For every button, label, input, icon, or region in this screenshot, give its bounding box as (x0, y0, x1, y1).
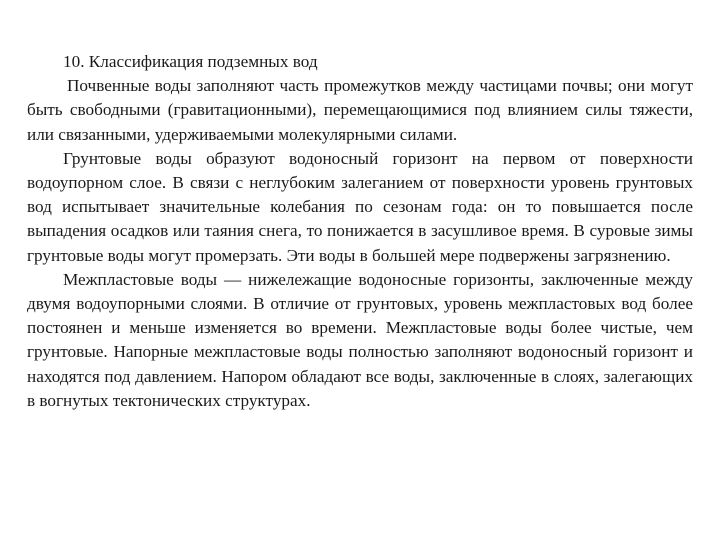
document-page (27, 50, 693, 413)
paragraph-interstratal-water: Межпластовые воды — нижележащие водоносные горизонты, заключенные между двумя водоупорными слоями. В отличие от грунтовых, уровень межпластовых вод более постоянен и меньше изменяется во времени. Межпластовые воды более чистые, чем грунтовые. Напорные межпластовые воды полностью заполняют водоносный горизонт и находятся под давлением. Напором обладают все воды, заключенные в слоях, залегающих в вогнутых тектонических структурах. (27, 269, 693, 410)
section-heading: 10. Классификация подземных вод (63, 52, 318, 71)
paragraph-soil-water: Почвенные воды заполняют часть промежутков между частицами почвы; они могут быть свободными (гравитационными), перемещающимися под влиянием силы тяжести, или связанными, удерживаемыми молекулярными силами. (27, 76, 693, 144)
paragraph-ground-water: Грунтовые воды образуют водоносный горизонт на первом от поверхности водоупорном слое. В связи с неглубоким залеганием от поверхности уровень грунтовых вод испытывает значительные колебания по сезонам года: он то повышается после выпадения осадков или таяния снега, то понижается в засушливое время. В суровые зимы грунтовые воды могут промерзать. Эти воды в большей мере подвержены загрязнению. (27, 148, 693, 265)
